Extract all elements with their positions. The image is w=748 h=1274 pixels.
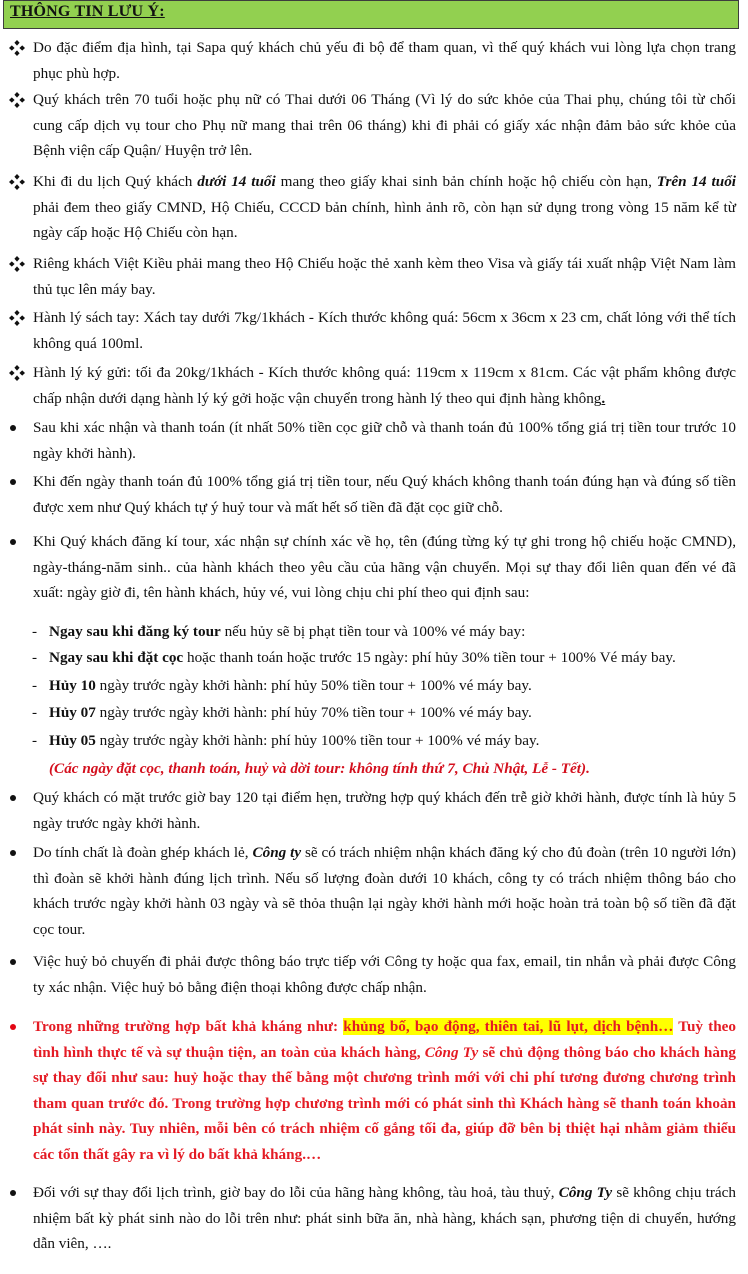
item-text bbox=[33, 840, 736, 942]
dash-marker: - bbox=[32, 732, 38, 749]
text-run: sẽ có trách nhiệm nhận khách đăng ký cho đủ đoàn (trên 10 người lớn) thì đoàn sẽ khởi hành đúng lịch trình. Nếu số lượng đoàn dưới 10 khách, công ty có trách nhiệm thông báo cho khách trước ngày khởi hành 03 ngày và sẽ thỏa thuận lại ngày khởi hành mới hoặc hoàn trả toàn bộ số tiền đã đặt cọc tour. bbox=[33, 844, 736, 938]
four-diamond-bullet-icon bbox=[9, 92, 25, 108]
rule-text bbox=[49, 700, 532, 726]
rule-term: Ngay sau khi đặt cọc bbox=[49, 649, 184, 666]
text-run: sẽ không chịu trách nhiệm bất kỳ phát sinh nào do lỗi trên như: phát sinh bữa ăn, nhà hàng, khách sạn, phương tiện di chuyển, hướng dẫn viên, …. bbox=[33, 1184, 737, 1252]
rule-detail: ngày trước ngày khởi hành: phí hủy 70% tiền tour + 100% vé máy bay. bbox=[95, 704, 532, 721]
four-diamond-bullet-icon bbox=[9, 174, 25, 190]
text-run: phải đem theo giấy CMND, Hộ Chiếu, CCCD bản chính, hình ảnh rõ, còn hạn sử dụng trong vòng 15 năm kể từ ngày cấp hoặc Hộ Chiếu còn hạn. bbox=[33, 198, 736, 241]
text-run: Đối với sự thay đổi lịch trình, giờ bay do lỗi của hãng hàng không, tàu hoả, tàu thuỷ, bbox=[33, 1184, 559, 1201]
rule-detail: hoặc thanh toán hoặc trước 15 ngày: phí hủy 30% tiền tour + 100% Vé máy bay. bbox=[183, 649, 676, 666]
text-run: Do tính chất là đoàn ghép khách lẻ, bbox=[33, 844, 253, 861]
dash-marker: - bbox=[32, 704, 38, 721]
rule-detail: nếu hủy sẽ bị phạt tiền tour và 100% vé máy bay: bbox=[220, 623, 526, 640]
item-text bbox=[33, 360, 736, 411]
round-bullet-icon bbox=[10, 539, 16, 545]
dash-marker: - bbox=[32, 649, 38, 666]
text-run: . bbox=[601, 389, 606, 407]
round-bullet-icon bbox=[10, 850, 16, 856]
company-name: Công ty bbox=[252, 844, 302, 861]
rule-term: Ngay sau khi đăng ký tour bbox=[49, 623, 221, 640]
round-bullet-icon bbox=[10, 1190, 16, 1196]
company-name: Công Ty bbox=[424, 1043, 479, 1061]
text-run: Hành lý ký gửi: tối đa 20kg/1khách - Kích thước không quá: 119cm x 119cm x 81cm. Các vật phẩm không được chấp nhận dưới dạng hành lý ký gởi hoặc vận chuyển trong hành lý theo qui định hàng không bbox=[33, 364, 736, 407]
dash-marker: - bbox=[32, 677, 38, 694]
item-text: Quý khách trên 70 tuổi hoặc phụ nữ có Thai dưới 06 Tháng (Vì lý do sức khỏe của Thai phụ, chúng tôi từ chối cung cấp dịch vụ tour cho Phụ nữ mang thai trên 06 tháng) khi đi phải có giấy xác nhận đảm bảo sức khỏe của Bệnh viện cấp Quận/ Huyện trở lên. bbox=[33, 91, 736, 159]
item-text bbox=[33, 1014, 736, 1167]
item-text bbox=[33, 1180, 736, 1257]
rule-term: Hủy 10 bbox=[49, 677, 96, 694]
age-under-14: dưới 14 tuổi bbox=[197, 173, 276, 190]
rule-text bbox=[49, 645, 676, 671]
round-bullet-icon bbox=[10, 1024, 16, 1030]
item-text: Quý khách có mặt trước giờ bay 120 tại điểm hẹn, trường hợp quý khách đến trễ giờ khởi hành, được tính là hủy 5 ngày trước ngày khởi hành. bbox=[33, 789, 736, 832]
text-run: mang theo giấy khai sinh bản chính hoặc hộ chiếu còn hạn, bbox=[275, 173, 657, 190]
item-text: Riêng khách Việt Kiều phải mang theo Hộ Chiếu hoặc thẻ xanh kèm theo Visa và giấy tái xuất nhập Việt Nam làm thủ tục lên máy bay. bbox=[33, 255, 736, 298]
rule-text bbox=[49, 673, 532, 699]
four-diamond-bullet-icon bbox=[9, 256, 25, 272]
cancellation-rule bbox=[0, 645, 748, 671]
item-text: Hành lý sách tay: Xách tay dưới 7kg/1khách - Kích thước không quá: 56cm x 36cm x 23 cm, chất lỏng với thể tích không quá 100ml. bbox=[33, 309, 736, 352]
item-text: Khi Quý khách đăng kí tour, xác nhận sự chính xác về họ, tên (đúng từng ký tự ghi trong hộ chiếu hoặc CMND), ngày-tháng-năm sinh.. của hành khách theo yêu cầu của hãng vận chuyển. Mọi sự thay đổi liên quan đến vé đã xuất: ngày giờ đi, tên hành khách, hủy vé, vui lòng chịu chi phí theo qui định sau: bbox=[33, 533, 736, 601]
rule-text bbox=[49, 728, 539, 754]
rule-term: Hủy 07 bbox=[49, 704, 96, 721]
dash-marker: - bbox=[32, 623, 38, 640]
item-text: Do đặc điểm địa hình, tại Sapa quý khách chủ yếu đi bộ để tham quan, vì thế quý khách vui lòng lựa chọn trang phục phù hợp. bbox=[33, 39, 736, 82]
rule-detail: ngày trước ngày khởi hành: phí hủy 50% tiền tour + 100% vé máy bay. bbox=[95, 677, 532, 694]
cancellation-note: (Các ngày đặt cọc, thanh toán, huỷ và dời tour: không tính thứ 7, Chủ Nhật, Lễ - Tết). bbox=[49, 760, 590, 777]
cancellation-rule bbox=[0, 700, 748, 726]
rule-text bbox=[49, 619, 525, 645]
rule-term: Hủy 05 bbox=[49, 732, 96, 749]
company-name: Công Ty bbox=[558, 1184, 613, 1201]
text-run: Trong những trường hợp bất khả kháng như: bbox=[33, 1018, 344, 1035]
item-text bbox=[33, 169, 736, 246]
text-run: sẽ chủ động thông báo cho khách hàng sự thay đổi như sau: huỷ hoặc thay thế bằng một chương trình mới với chi phí tương đương chương trình tham quan trước đó. Trong trường hợp chương trình mới có phát sinh thì Khách hàng sẽ thanh toán khoản phát sinh này. Tuy nhiên, mỗi bên có trách nhiệm cố gắng tối đa, giúp đỡ bên bị thiệt hại nhằm giảm thiểu các tổn thất gây ra vì lý do bất khả kháng.… bbox=[33, 1043, 737, 1163]
notice-header bbox=[3, 0, 739, 29]
four-diamond-bullet-icon bbox=[9, 40, 25, 56]
cancellation-rule bbox=[0, 673, 748, 699]
text-run: Tuỳ theo tình hình thực tế và sự thuận tiện, an toàn của khách hàng, bbox=[33, 1018, 737, 1061]
highlighted-events: khủng bố, bạo động, thiên tai, lũ lụt, dịch bệnh… bbox=[343, 1018, 674, 1035]
round-bullet-icon bbox=[10, 479, 16, 485]
text-run: Khi đi du lịch Quý khách bbox=[33, 173, 198, 190]
item-text: Việc huỷ bỏ chuyến đi phải được thông báo trực tiếp với Công ty hoặc qua fax, email, tin nhắn và phải được Công ty xác nhận. Việc huỷ bỏ bằng điện thoại không được chấp nhận. bbox=[33, 953, 736, 996]
age-over-14: Trên 14 tuổi bbox=[656, 173, 737, 190]
round-bullet-icon bbox=[10, 425, 16, 431]
round-bullet-icon bbox=[10, 795, 16, 801]
cancellation-rule bbox=[0, 728, 748, 754]
header-title: THÔNG TIN LƯU Ý: bbox=[10, 3, 165, 20]
item-text: Sau khi xác nhận và thanh toán (ít nhất 50% tiền cọc giữ chỗ và thanh toán đủ 100% tổng giá trị tiền tour trước 10 ngày khởi hành). bbox=[33, 419, 736, 462]
cancellation-rule bbox=[0, 619, 748, 645]
four-diamond-bullet-icon bbox=[9, 310, 25, 326]
round-bullet-icon bbox=[10, 959, 16, 965]
rule-detail: ngày trước ngày khởi hành: phí hủy 100% tiền tour + 100% vé máy bay. bbox=[95, 732, 540, 749]
four-diamond-bullet-icon bbox=[9, 365, 25, 381]
item-text: Khi đến ngày thanh toán đủ 100% tổng giá trị tiền tour, nếu Quý khách không thanh toán đúng hạn và đúng số tiền được xem như Quý khách tự ý huỷ tour và mất hết số tiền đã đặt cọc giữ chỗ. bbox=[33, 473, 736, 516]
